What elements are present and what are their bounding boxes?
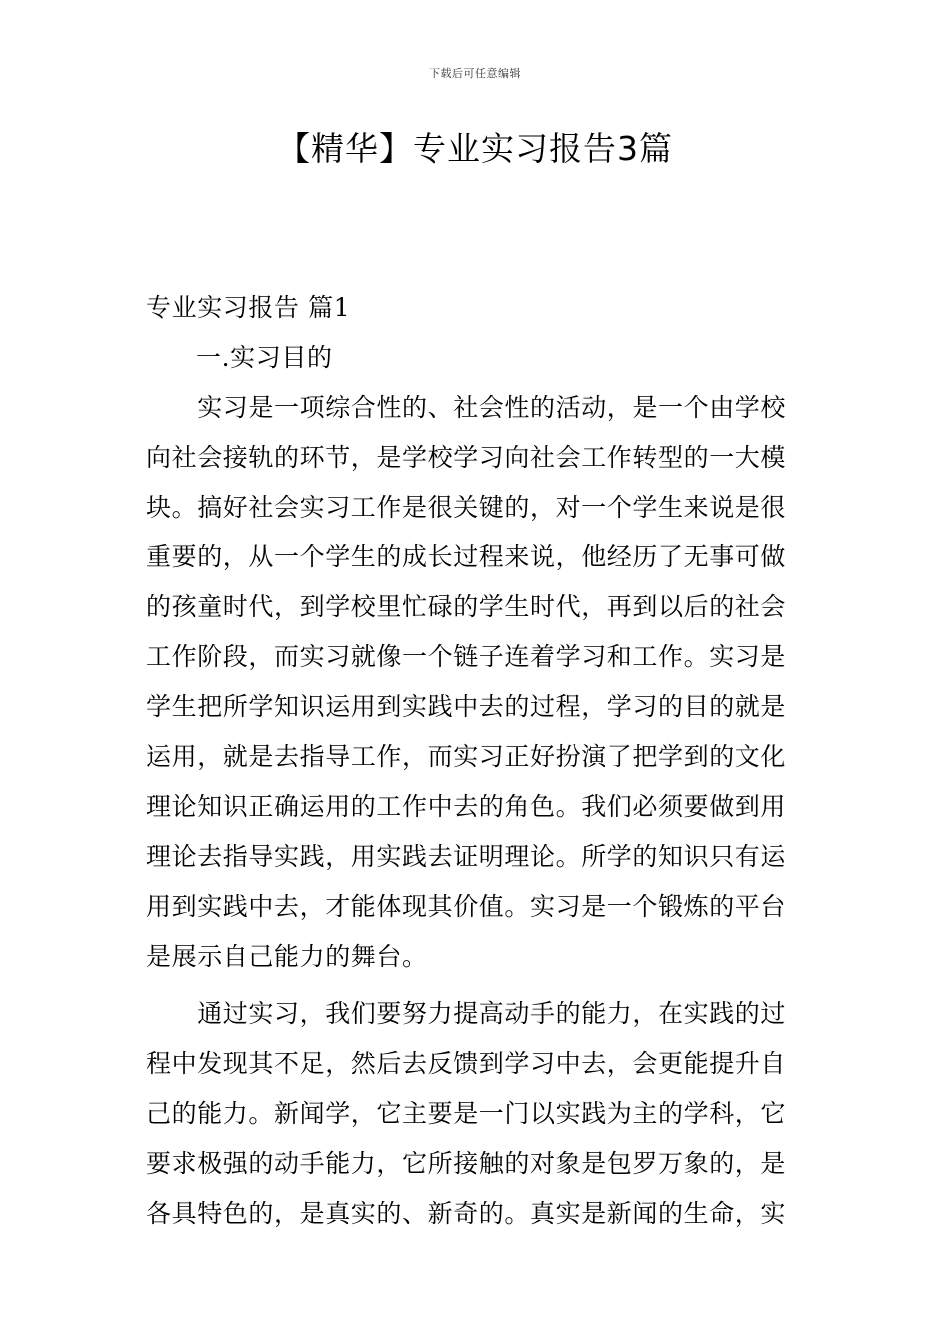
paragraph-line: 是展示自己能力的舞台。 (146, 941, 428, 971)
paragraph-1 (146, 383, 808, 982)
paragraph-2 (146, 989, 808, 1238)
paragraph-line: 理论知识正确运用的工作中去的角色。我们必须要做到用 (146, 791, 787, 821)
document-body (146, 283, 808, 1239)
document-title: 【精华】专业实习报告3篇 (277, 129, 673, 168)
paragraph-line: 通过实习，我们要努力提高动手的能力，在实践的过 (146, 999, 787, 1029)
section-heading: 专业实习报告 篇1 (146, 293, 351, 322)
paragraph-line: 用到实践中去，才能体现其价值。实习是一个锻炼的平台 (146, 891, 787, 921)
paragraph-line: 程中发现其不足，然后去反馈到学习中去，会更能提升自 (146, 1049, 787, 1079)
header-note: 下载后可任意编辑 (429, 67, 521, 80)
paragraph-line: 己的能力。新闻学，它主要是一门以实践为主的学科，它 (146, 1099, 787, 1129)
paragraph-line: 要求极强的动手能力，它所接触的对象是包罗万象的，是 (146, 1149, 787, 1179)
paragraph-line: 块。搞好社会实习工作是很关键的，对一个学生来说是很 (146, 492, 787, 522)
paragraph-line: 工作阶段，而实习就像一个链子连着学习和工作。实习是 (146, 642, 787, 672)
paragraph-line: 运用，就是去指导工作，而实习正好扮演了把学到的文化 (146, 742, 787, 772)
paragraph-line: 学生把所学知识运用到实践中去的过程，学习的目的就是 (146, 692, 787, 722)
paragraph-line: 的孩童时代，到学校里忙碌的学生时代，再到以后的社会 (146, 592, 787, 622)
paragraph-line: 各具特色的，是真实的、新奇的。真实是新闻的生命，实 (146, 1199, 787, 1229)
paragraph-line: 实习是一项综合性的、社会性的活动，是一个由学校 (146, 392, 787, 422)
paragraph-line: 向社会接轨的环节，是学校学习向社会工作转型的一大模 (146, 442, 787, 472)
subheading: 一.实习目的 (196, 342, 333, 372)
paragraph-line: 理论去指导实践，用实践去证明理论。所学的知识只有运 (146, 841, 787, 871)
paragraph-gap (146, 981, 808, 989)
paragraph-line: 重要的，从一个学生的成长过程来说，他经历了无事可做 (146, 542, 787, 572)
